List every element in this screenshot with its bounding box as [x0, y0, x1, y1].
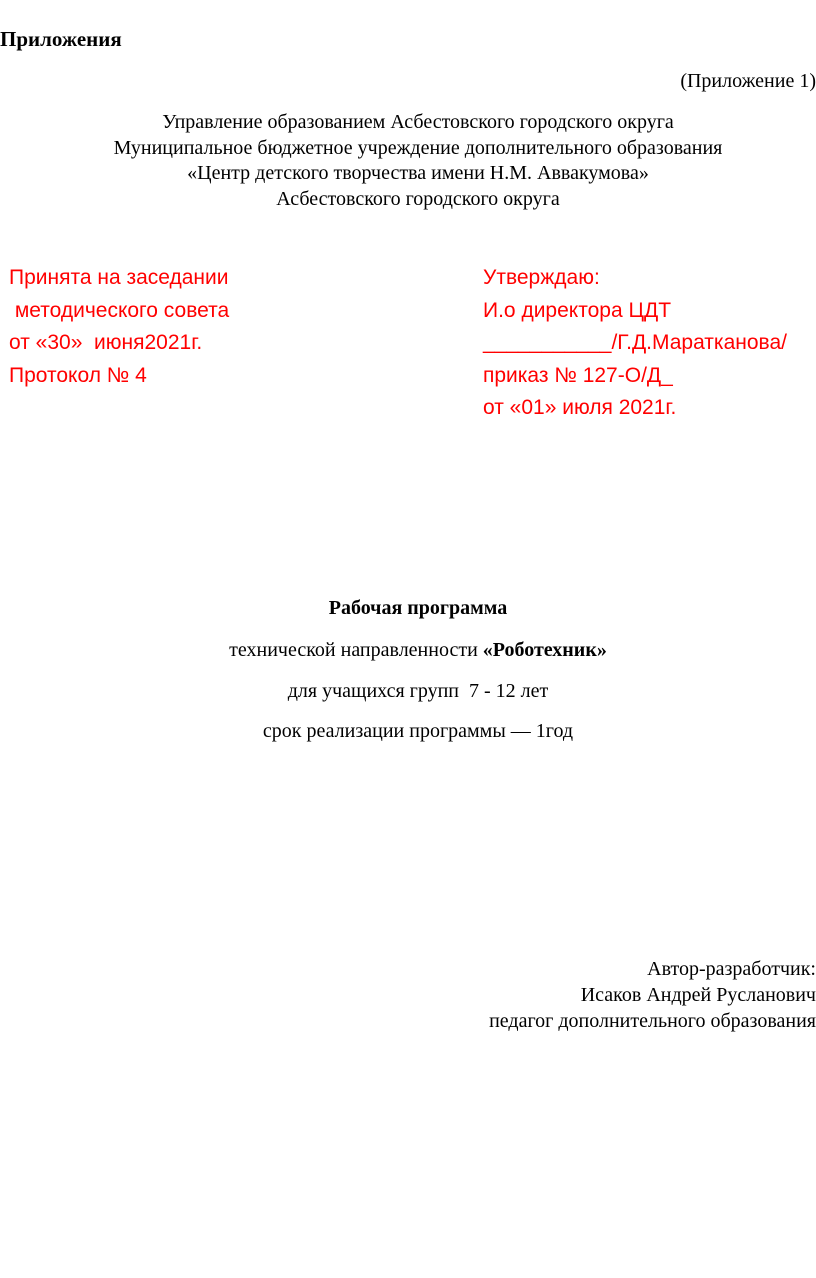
program-audience: для учащихся групп 7 - 12 лет	[287, 680, 549, 702]
organization-line-3: «Центр детского творчества имени Н.М. Аввакумова»	[187, 162, 649, 184]
organization-line-1: Управление образованием Асбестовского городского округа	[162, 111, 674, 133]
approved-block	[483, 262, 787, 425]
organization-line-2: Муниципальное бюджетное учреждение дополнительного образования	[113, 136, 723, 159]
approved-order-number: приказ № 127-О/Д_	[483, 363, 673, 387]
program-title: Рабочая программа	[328, 597, 508, 619]
organization-line-4: Асбестовского городского округа	[276, 187, 560, 210]
accepted-line-2: методического совета	[9, 298, 230, 322]
approved-order-date: от «01» июля 2021г.	[483, 396, 677, 419]
approved-line-1: Утверждаю:	[483, 266, 600, 289]
author-role: Автор-разработчик:	[647, 958, 816, 980]
accepted-line-1: Принята на заседании	[9, 266, 229, 289]
author-block	[489, 956, 816, 1034]
appendix-reference: (Приложение 1)	[680, 70, 816, 92]
author-name: Исаков Андрей Русланович	[580, 984, 816, 1006]
page-heading: Приложения	[0, 27, 122, 51]
approved-signature-line: ___________/Г.Д.Маратканова/	[483, 331, 787, 354]
accepted-line-3: от «30» июня2021г.	[9, 331, 203, 354]
approved-line-2: И.о директора ЦДТ	[483, 298, 672, 322]
program-direction	[0, 639, 816, 662]
author-position: педагог дополнительного образования	[489, 1010, 816, 1032]
program-direction-name: «Роботехник»	[482, 639, 607, 661]
accepted-block	[9, 262, 229, 392]
program-duration: срок реализации программы — 1год	[262, 720, 574, 742]
organization-header	[0, 110, 816, 212]
program-direction-prefix: технической направленности	[229, 639, 483, 661]
accepted-line-4: Протокол № 4	[9, 363, 147, 387]
